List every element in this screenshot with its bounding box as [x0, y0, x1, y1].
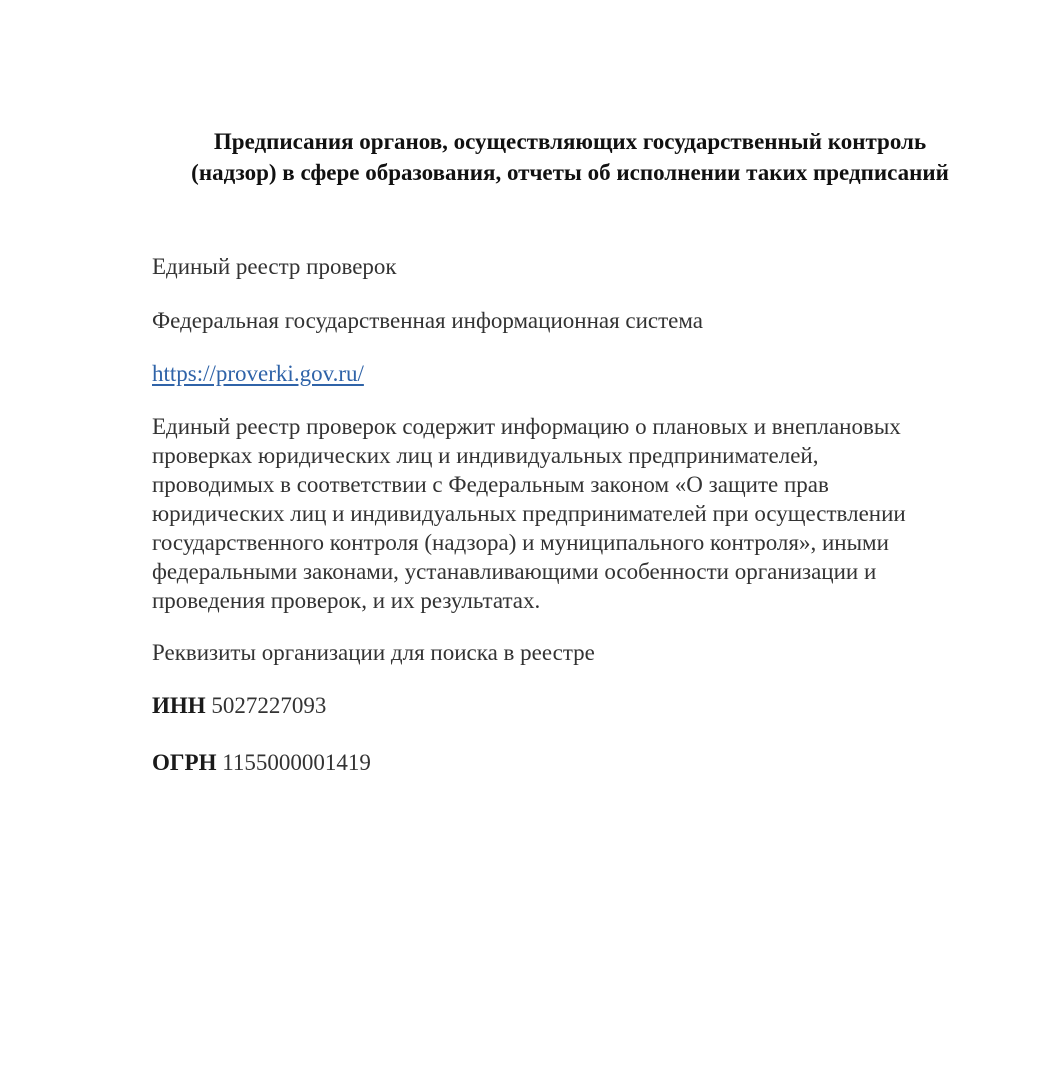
description-line: проводимых в соответствии с Федеральным законом «О защите прав: [152, 472, 829, 497]
system-name: Федеральная государственная информационная система: [152, 308, 704, 333]
registry-link-paragraph: [152, 359, 1012, 388]
description-line: федеральными законами, устанавливающими особенности организации и: [152, 559, 877, 584]
registry-description: [152, 412, 1012, 615]
description-line: юридических лиц и индивидуальных предпринимателей при осуществлении: [152, 501, 906, 526]
document-title: [120, 126, 1020, 188]
description-line: государственного контроля (надзора) и муниципального контроля», иными: [152, 530, 889, 555]
ogrn-value: 1155000001419: [222, 750, 371, 775]
inn-label: ИНН: [152, 693, 206, 718]
inn-value: 5027227093: [211, 693, 327, 718]
description-line: проверках юридических лиц и индивидуальных предпринимателей,: [152, 443, 819, 468]
registry-name: Единый реестр проверок: [152, 254, 397, 279]
description-line: проведения проверок, и их результатах.: [152, 588, 541, 613]
title-line-1: Предписания органов, осуществляющих государственный контроль: [213, 129, 927, 154]
requisites-heading: Реквизиты организации для поиска в реестре: [152, 640, 595, 665]
inn-row: [152, 691, 1012, 720]
ogrn-row: [152, 748, 1012, 777]
description-line: Единый реестр проверок содержит информацию о плановых и внеплановых: [152, 414, 901, 439]
registry-link[interactable]: https://proverki.gov.ru/: [152, 361, 364, 386]
ogrn-label: ОГРН: [152, 750, 217, 775]
title-line-2: (надзор) в сфере образования, отчеты об исполнении таких предписаний: [191, 160, 949, 185]
